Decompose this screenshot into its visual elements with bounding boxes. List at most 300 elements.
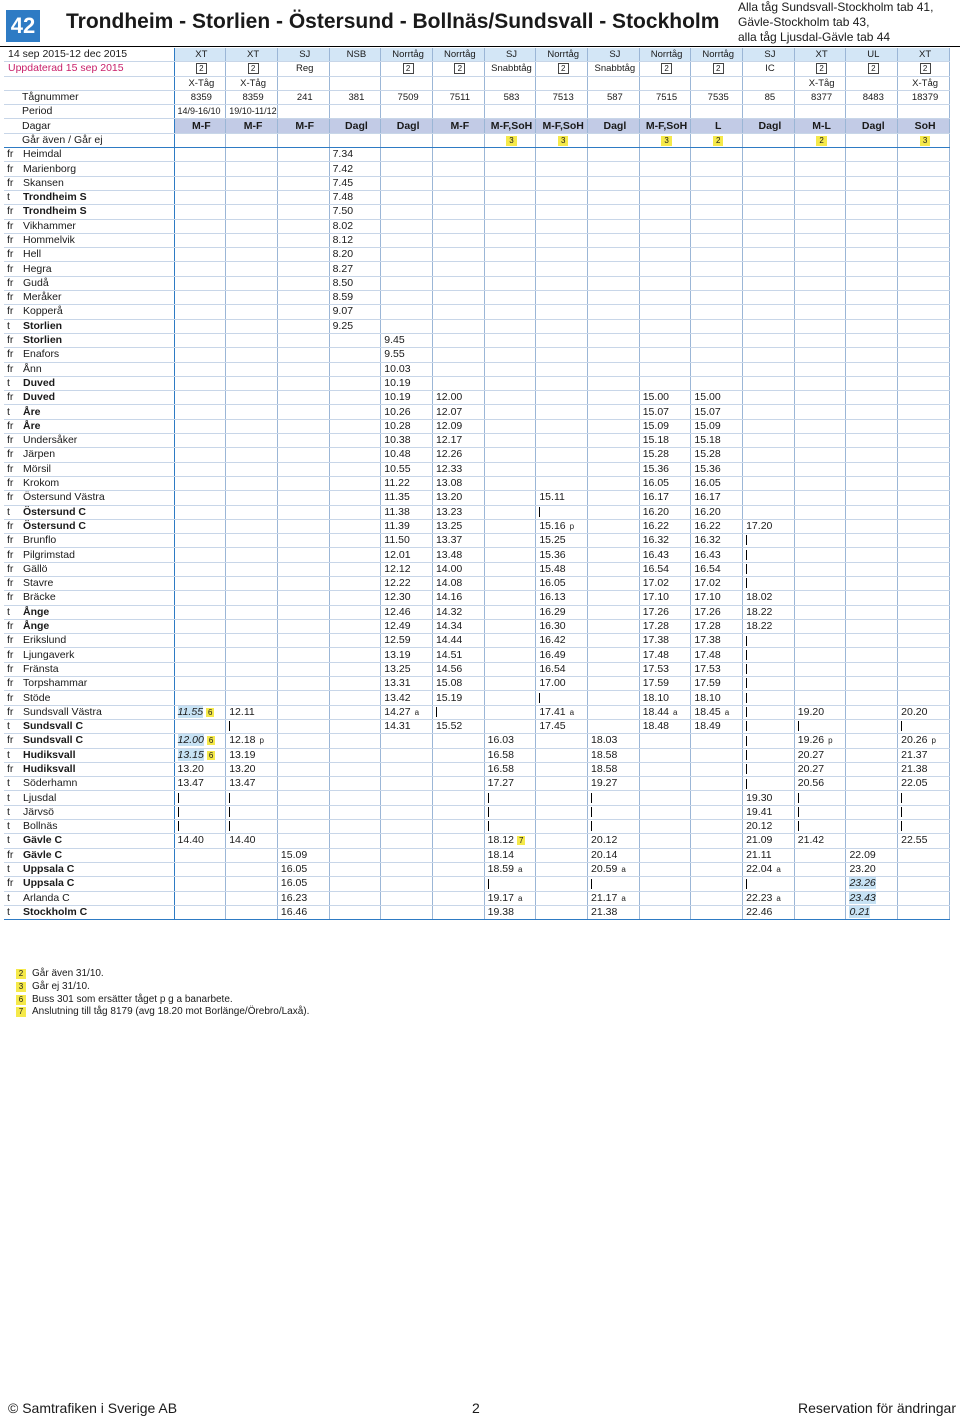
time-cell [226, 419, 278, 433]
time-cell [329, 205, 381, 219]
time-cell [174, 348, 226, 362]
time-cell [794, 176, 846, 190]
header-cell: Norrtåg [691, 48, 743, 62]
time-cell [226, 848, 278, 862]
header-cell: M-L [794, 119, 846, 133]
time-value: 11.38 [384, 505, 410, 518]
time-cell [794, 777, 846, 791]
time-cell [846, 319, 898, 333]
arr-dep-marker: t [7, 405, 10, 418]
time-cell [381, 219, 433, 233]
time-cell [277, 305, 329, 319]
time-cell [743, 162, 795, 176]
time-cell [329, 834, 381, 848]
header-note [738, 0, 958, 45]
time-cell [743, 205, 795, 219]
arr-dep-marker: fr [7, 348, 14, 361]
station-row [4, 162, 950, 176]
time-cell [381, 762, 433, 776]
time-cell [846, 891, 898, 905]
time-cell [639, 333, 691, 347]
header-note-line: alla tåg Ljusdal-Gävle tab 44 [738, 30, 891, 44]
station-name [4, 677, 174, 691]
time-cell [794, 576, 846, 590]
station-name [4, 419, 174, 433]
time-cell [432, 162, 484, 176]
station-row [4, 777, 950, 791]
station-name [4, 190, 174, 204]
header-cell [743, 105, 795, 119]
time-cell [174, 862, 226, 876]
time-cell [329, 305, 381, 319]
arr-dep-marker: fr [7, 662, 14, 675]
row-label [4, 133, 174, 147]
time-value: 13.23 [435, 505, 463, 518]
time-cell [898, 805, 950, 819]
time-cell [536, 777, 588, 791]
time-cell [846, 862, 898, 876]
time-cell [743, 791, 795, 805]
time-value: 7.45 [332, 176, 354, 189]
time-value: 11.22 [384, 477, 410, 490]
time-cell [639, 605, 691, 619]
time-value: 12.17 [435, 434, 463, 447]
header-cell: 8359 [226, 90, 278, 104]
time-value: 16.32 [642, 534, 669, 547]
arr-dep-marker: fr [7, 434, 14, 447]
time-cell [691, 362, 743, 376]
time-cell [277, 491, 329, 505]
station-name [4, 219, 174, 233]
time-value: 15.09 [280, 848, 308, 861]
time-value: 22.05 [901, 777, 928, 790]
station-row [4, 148, 950, 162]
time-suffix: a [517, 865, 523, 875]
arr-dep-marker: fr [7, 534, 14, 547]
time-cell [794, 834, 846, 848]
time-cell [691, 476, 743, 490]
station-label: Ånn [23, 362, 42, 375]
time-cell [381, 419, 433, 433]
header-cell: 241 [277, 90, 329, 104]
time-cell [226, 348, 278, 362]
time-value: 12.00 [435, 391, 463, 404]
time-cell [381, 677, 433, 691]
header-cell [588, 133, 640, 147]
time-cell [381, 462, 433, 476]
time-cell [484, 662, 536, 676]
time-cell [691, 677, 743, 691]
time-cell [846, 448, 898, 462]
time-cell [432, 434, 484, 448]
station-label: Meråker [23, 291, 62, 304]
time-cell [898, 791, 950, 805]
header-cell: 14/9-16/10 [174, 105, 226, 119]
arr-dep-marker: fr [7, 591, 14, 604]
class-2-icon: 2 [454, 63, 465, 74]
row-label [4, 105, 174, 119]
station-name [4, 648, 174, 662]
header-cell: 8377 [794, 90, 846, 104]
station-label: Fränsta [23, 662, 59, 675]
time-cell [329, 276, 381, 290]
time-cell [484, 834, 536, 848]
time-cell [484, 891, 536, 905]
time-cell [691, 634, 743, 648]
footnote-key: 2 [16, 969, 26, 979]
time-value: 15.09 [642, 419, 669, 432]
footnote [16, 981, 309, 994]
time-value: 16.22 [642, 519, 669, 532]
time-cell [794, 791, 846, 805]
time-cell [691, 862, 743, 876]
station-name [4, 262, 174, 276]
time-cell [174, 505, 226, 519]
time-cell [743, 348, 795, 362]
time-cell [432, 862, 484, 876]
time-cell [484, 820, 536, 834]
time-cell [588, 190, 640, 204]
station-label: Söderhamn [23, 777, 78, 790]
time-cell [484, 305, 536, 319]
header-cell: M-F,SoH [639, 119, 691, 133]
station-label: Erikslund [23, 634, 67, 647]
time-cell [743, 376, 795, 390]
arr-dep-marker: fr [7, 176, 14, 189]
time-cell [432, 762, 484, 776]
time-cell [588, 562, 640, 576]
time-cell [226, 448, 278, 462]
time-value: 16.30 [539, 620, 566, 633]
footnote-ref: 7 [518, 836, 524, 846]
station-name [4, 519, 174, 533]
station-name [4, 791, 174, 805]
station-row [4, 462, 950, 476]
station-row [4, 219, 950, 233]
time-value: 16.43 [694, 548, 721, 561]
time-cell [691, 848, 743, 862]
time-cell [329, 505, 381, 519]
time-cell [381, 248, 433, 262]
time-value: 10.55 [384, 462, 411, 475]
time-value: 8.27 [332, 262, 354, 275]
header-cell: SJ [588, 48, 640, 62]
time-cell [432, 219, 484, 233]
time-value: 11.55 [177, 705, 204, 718]
time-suffix: a [621, 893, 626, 903]
header-cell: M-F,SoH [484, 119, 536, 133]
time-cell [484, 576, 536, 590]
time-cell [846, 705, 898, 719]
period-label: Period [22, 105, 53, 118]
header-cell: SJ [484, 48, 536, 62]
time-cell [691, 233, 743, 247]
time-cell [691, 519, 743, 533]
station-label: Järpen [23, 448, 56, 461]
time-value: 16.54 [642, 562, 669, 575]
time-cell [588, 419, 640, 433]
time-cell [794, 205, 846, 219]
time-cell [794, 719, 846, 733]
passes-through-mark [746, 764, 747, 774]
time-cell [691, 376, 743, 390]
time-cell [432, 905, 484, 919]
time-cell [536, 591, 588, 605]
time-value: 12.00 [177, 734, 204, 747]
station-label: Trondheim S [23, 191, 87, 204]
time-cell [588, 877, 640, 891]
header-cell [277, 133, 329, 147]
time-cell [226, 262, 278, 276]
time-cell [691, 505, 743, 519]
time-cell [898, 905, 950, 919]
time-cell [846, 291, 898, 305]
time-cell [381, 176, 433, 190]
time-cell [174, 419, 226, 433]
time-cell [536, 248, 588, 262]
time-cell [277, 648, 329, 662]
time-value: 11.39 [384, 519, 410, 532]
header-cell [174, 133, 226, 147]
time-cell [794, 248, 846, 262]
footnote [16, 1006, 309, 1019]
time-cell [588, 333, 640, 347]
time-cell [846, 791, 898, 805]
time-cell [329, 691, 381, 705]
time-cell [898, 233, 950, 247]
time-value: 11.50 [384, 534, 410, 547]
time-cell [381, 691, 433, 705]
passes-through-mark [798, 793, 799, 803]
time-cell [174, 662, 226, 676]
class-row [4, 62, 950, 76]
time-cell [484, 190, 536, 204]
time-cell [329, 748, 381, 762]
time-cell [432, 820, 484, 834]
station-label: Mörsil [23, 462, 51, 475]
time-cell [226, 877, 278, 891]
time-cell [536, 534, 588, 548]
time-cell [329, 519, 381, 533]
time-cell [277, 333, 329, 347]
station-label: Åre [23, 405, 41, 418]
time-cell [588, 905, 640, 919]
station-row [4, 905, 950, 919]
time-cell [691, 148, 743, 162]
time-cell [639, 305, 691, 319]
time-cell [743, 820, 795, 834]
time-cell [226, 190, 278, 204]
station-label: Åre [23, 419, 41, 432]
time-cell [743, 462, 795, 476]
time-cell [381, 634, 433, 648]
time-value: 20.12 [591, 834, 618, 847]
time-cell [639, 862, 691, 876]
runs-note-badge: 3 [506, 136, 516, 146]
time-cell [846, 276, 898, 290]
time-cell [846, 662, 898, 676]
time-cell [329, 619, 381, 633]
time-cell [898, 448, 950, 462]
arr-dep-marker: t [7, 720, 10, 733]
station-name [4, 734, 174, 748]
time-cell [898, 719, 950, 733]
station-label: Stockholm C [23, 905, 88, 918]
time-cell [588, 262, 640, 276]
time-value: 15.09 [694, 419, 721, 432]
time-value: 15.11 [539, 491, 565, 504]
time-cell [794, 505, 846, 519]
time-value: 17.53 [694, 662, 721, 675]
time-value: 20.26 [901, 734, 928, 747]
time-cell [743, 291, 795, 305]
arr-dep-marker: fr [7, 477, 14, 490]
passes-through-mark [488, 821, 489, 831]
time-cell [898, 848, 950, 862]
time-cell [536, 519, 588, 533]
time-cell [536, 705, 588, 719]
station-label: Brunflo [23, 534, 57, 547]
time-cell [846, 905, 898, 919]
time-value: 12.12 [384, 562, 411, 575]
time-cell [691, 705, 743, 719]
time-value: 21.38 [901, 762, 928, 775]
header-cell [432, 76, 484, 90]
time-cell [536, 319, 588, 333]
time-value: 16.42 [539, 634, 566, 647]
time-value: 13.20 [177, 762, 204, 775]
time-cell [639, 548, 691, 562]
station-row [4, 419, 950, 433]
time-cell [226, 862, 278, 876]
header-cell [381, 105, 433, 119]
time-cell [846, 190, 898, 204]
time-value: 17.45 [539, 720, 566, 733]
time-cell [639, 419, 691, 433]
time-cell [174, 491, 226, 505]
time-value: 23.43 [849, 891, 876, 904]
station-label: Trondheim S [23, 205, 87, 218]
time-cell [432, 691, 484, 705]
time-cell [226, 791, 278, 805]
time-cell [381, 862, 433, 876]
time-cell [639, 176, 691, 190]
time-cell [588, 219, 640, 233]
time-value: 20.27 [797, 762, 825, 775]
station-label: Stavre [23, 577, 54, 590]
station-label: Järvsö [23, 805, 54, 818]
passes-through-mark [746, 721, 747, 731]
time-cell [432, 576, 484, 590]
header-cell [432, 62, 484, 76]
runs-note-badge: 3 [558, 136, 568, 146]
time-cell [174, 462, 226, 476]
time-cell [536, 877, 588, 891]
time-cell [846, 762, 898, 776]
station-label: Hudiksvall [23, 762, 76, 775]
time-cell [794, 734, 846, 748]
time-cell [226, 762, 278, 776]
passes-through-mark [746, 550, 747, 560]
time-value: 18.22 [746, 605, 773, 618]
passes-through-mark [746, 879, 747, 889]
station-label: Kopperå [23, 305, 63, 318]
header-cell: Dagl [329, 119, 381, 133]
time-cell [536, 291, 588, 305]
header-cell [277, 105, 329, 119]
time-cell [898, 376, 950, 390]
time-cell [743, 534, 795, 548]
time-cell [794, 405, 846, 419]
header-cell [432, 133, 484, 147]
time-cell [536, 190, 588, 204]
station-label: Hudiksvall [23, 748, 76, 761]
time-suffix: a [517, 893, 523, 903]
time-cell [846, 562, 898, 576]
footnote-key: 6 [16, 995, 26, 1005]
time-cell [846, 162, 898, 176]
time-cell [381, 777, 433, 791]
time-cell [898, 391, 950, 405]
time-cell [536, 405, 588, 419]
time-cell [639, 148, 691, 162]
time-value: 20.14 [591, 848, 618, 861]
time-cell [846, 491, 898, 505]
station-row [4, 734, 950, 748]
station-name [4, 434, 174, 448]
time-value: 0.21 [849, 905, 870, 918]
time-cell [329, 848, 381, 862]
time-value: 16.05 [280, 877, 308, 890]
header-cell [743, 133, 795, 147]
time-cell [484, 505, 536, 519]
time-cell [639, 348, 691, 362]
time-cell [277, 319, 329, 333]
passes-through-mark [746, 693, 747, 703]
time-value: 18.10 [694, 691, 721, 704]
time-cell [743, 305, 795, 319]
time-value: 21.09 [746, 834, 773, 847]
time-cell [174, 276, 226, 290]
time-cell [691, 162, 743, 176]
time-cell [743, 891, 795, 905]
time-value: 20.27 [797, 748, 825, 761]
time-cell [484, 262, 536, 276]
time-cell [432, 662, 484, 676]
passes-through-mark [746, 678, 747, 688]
arr-dep-marker: fr [7, 705, 14, 718]
passes-through-mark [178, 807, 179, 817]
time-cell [432, 848, 484, 862]
time-cell [432, 448, 484, 462]
footnote-text: Anslutning till tåg 8179 (avg 18.20 mot Borlänge/Örebro/Laxå). [32, 1006, 310, 1018]
time-cell [898, 834, 950, 848]
station-label: Storlien [23, 319, 63, 332]
header-cell: 7513 [536, 90, 588, 104]
station-name [4, 148, 174, 162]
passes-through-mark [901, 807, 902, 817]
station-name [4, 319, 174, 333]
passes-through-mark [591, 793, 592, 803]
time-cell [536, 434, 588, 448]
time-cell [484, 519, 536, 533]
time-cell [536, 219, 588, 233]
time-cell [691, 176, 743, 190]
station-name [4, 705, 174, 719]
time-cell [898, 190, 950, 204]
time-cell [381, 719, 433, 733]
time-cell [691, 748, 743, 762]
